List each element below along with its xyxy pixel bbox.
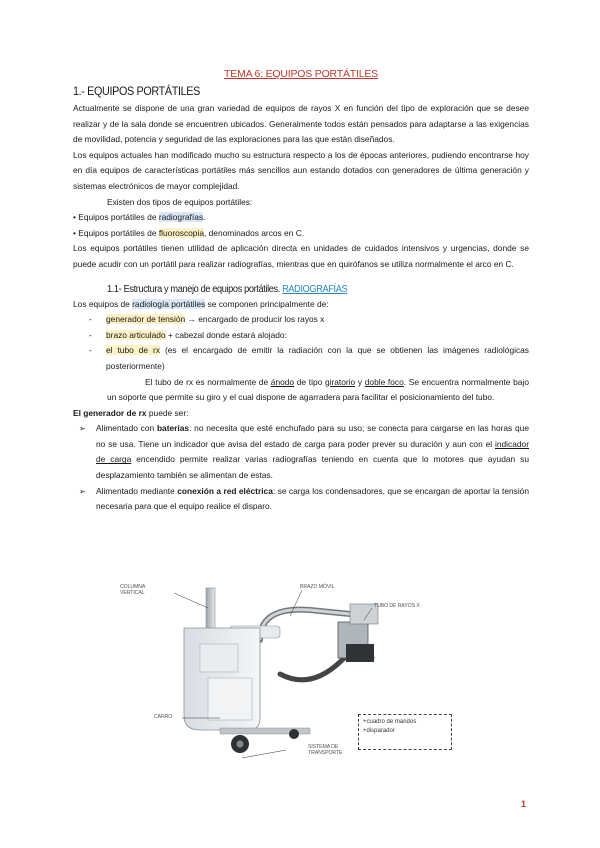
note-line: +disparador [363, 728, 395, 734]
highlight: generador de tensión [106, 314, 186, 325]
component-list [73, 312, 529, 374]
paragraph: Existen dos tipos de equipos portátiles: [107, 196, 253, 207]
highlight: fluoroscopia [158, 227, 204, 238]
list-item: - generador de tensión → encargado de producir los rayos x [91, 312, 529, 328]
list-item: ➢ Alimentado mediante conexión a red eléctrica: se carga los condensadores, que se encargan de aportar la tensión necesaria para que el equipo realice el disparo. [81, 484, 529, 515]
section-heading: 1.- EQUIPOS PORTÁTILES [73, 84, 200, 98]
highlight: radiología portátiles [132, 298, 206, 309]
list-item: • Equipos portátiles de radiografías. [73, 212, 206, 223]
subsection-heading: 1.1- Estructura y manejo de equipos portátiles. RADIOGRAFÍAS [107, 283, 348, 295]
paragraph: El tubo de rx es normalmente de ánodo de tipo giratorio y doble foco. Se encuentra normalmente bajo un soporte que permite su giro y el cual dispone de agarradera para facilitar el posicionamiento del tubo. [107, 376, 529, 403]
note-line: +cuadro de mandos [363, 719, 417, 725]
highlight: brazo articulado [106, 329, 166, 340]
figure-label: COLUMNA VERTICAL [120, 584, 145, 596]
section-link[interactable]: RADIOGRAFÍAS [282, 283, 348, 295]
document-title: TEMA 6: EQUIPOS PORTÁTILES [224, 68, 378, 80]
list-item: ➢ Alimentado con baterías: no necesita que esté enchufado para su uso; se conecta para cargarse en las horas que no se usa. Tiene un indicador que avisa del estado de carga para poder prever su duración y aun con el indicador de carga encendido permite realizar varias radiografías teniendo en cuenta que lo motores que ayudan su desplazamiento también se alimentan de estas. [81, 421, 529, 483]
paragraph: Actualmente se dispone de una gran variedad de equipos de rayos X en función del tipo de exploración que se desee realizar y de la sala donde se encuentren ubicados. Generalmente todos están pensados para adaptarse a las exigencias de movilidad, potencia y seguridad de las exploraciones para las que están diseñados. [73, 103, 529, 145]
paragraph: Los equipos portátiles tienen utilidad de aplicación directa en unidades de cuidados intensivos y urgencias, donde se puede acudir con un portátil para realizar radiografías, mientras que en quirófanos se utiliza normalmente el arco en C. [73, 243, 529, 269]
list-item: - el tubo de rx (es el encargado de emitir la radiación con la que se obtienen las imágenes radiológicas posteriormente) [91, 343, 529, 374]
annotation-box [358, 714, 452, 750]
highlight: el tubo de rx [106, 345, 160, 356]
figure-label: SISTEMA DE TRANSPORTE [308, 744, 343, 756]
document-page [73, 68, 529, 515]
figure-label: CARRO [154, 714, 173, 720]
figure-label: TUBO DE RAYOS X [374, 603, 420, 609]
generator-list [73, 421, 529, 515]
highlight: radiografías [158, 212, 204, 223]
paragraph: Los equipos actuales han modificado mucho su estructura respecto a los de épocas anteriores, pudiendo encontrarse hoy en día equipos de características portátiles más sencillos aun estando dotados con generadores de última generación y sistemas electrónicos de mayor complejidad. [73, 149, 529, 191]
paragraph: Los equipos de radiología portátiles se componen principalmente de: [73, 298, 329, 309]
list-item: - brazo articulado + cabezal donde estará alojado: [91, 328, 529, 344]
page-number: 1 [520, 799, 526, 809]
list-item: • Equipos portátiles de fluoroscopia, denominados arcos en C. [73, 227, 305, 238]
paragraph: El generador de rx puede ser: [73, 407, 189, 418]
figure-label: BRAZO MÓVIL [300, 584, 335, 590]
